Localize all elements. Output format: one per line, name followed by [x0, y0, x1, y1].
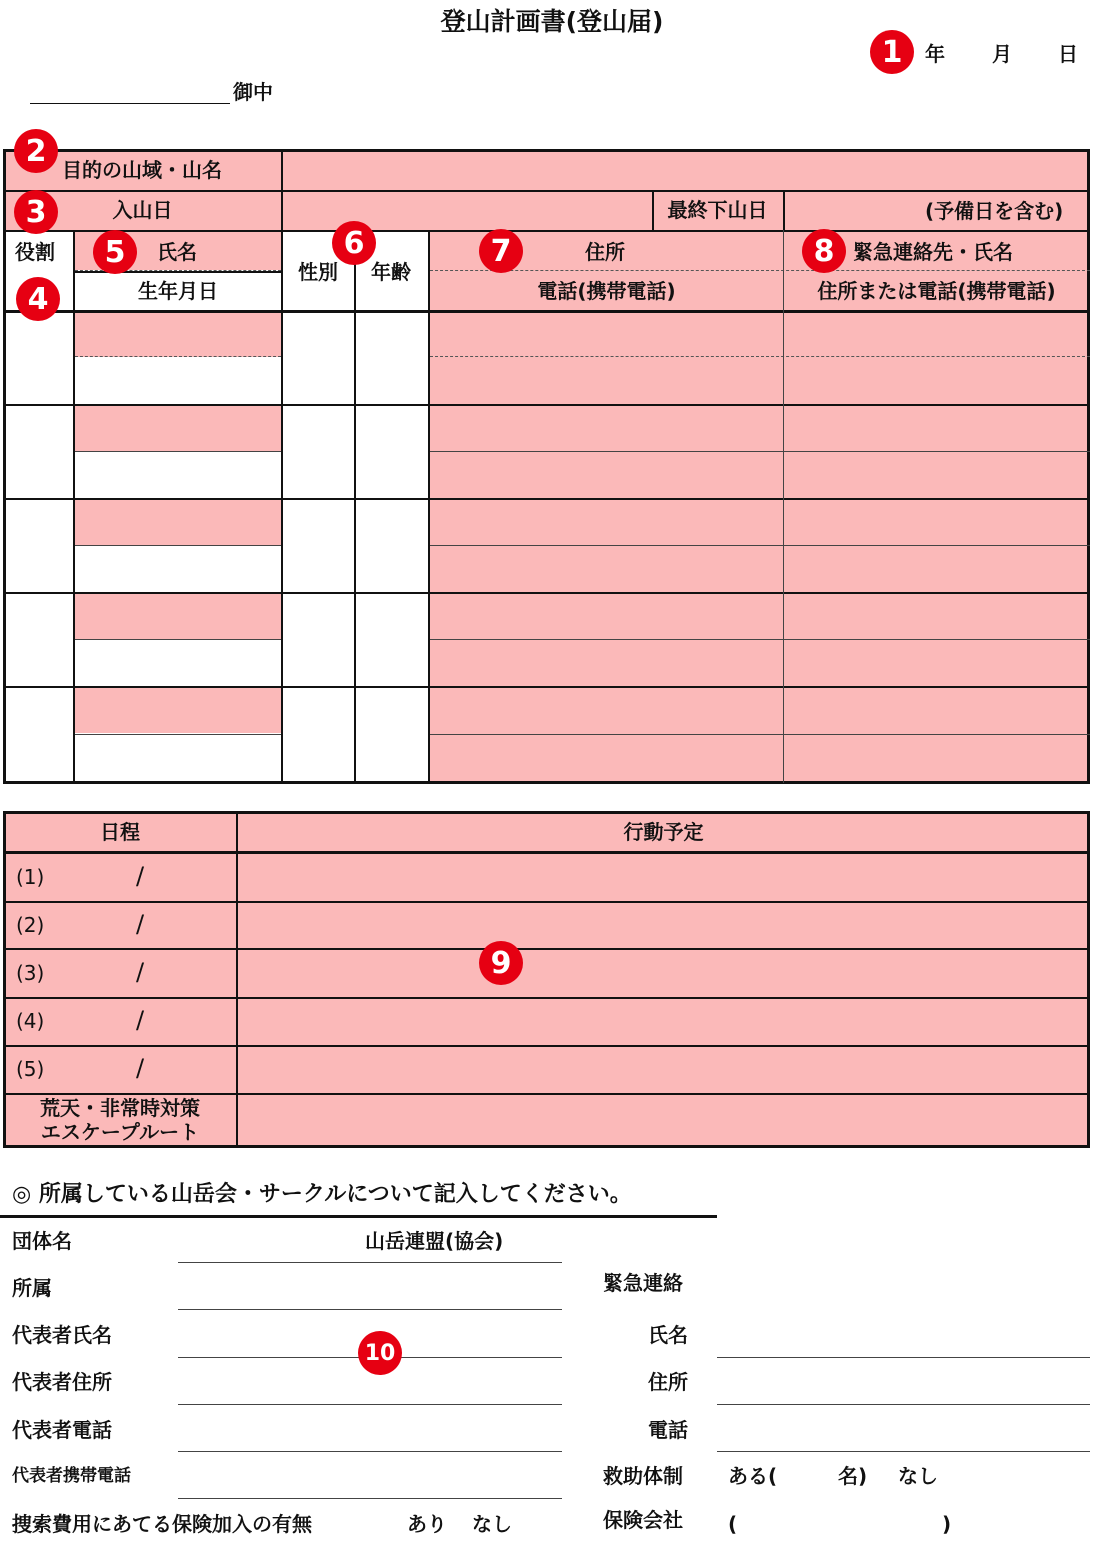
- reserve-note: (予備日を含む): [925, 199, 1064, 223]
- affiliation-field[interactable]: [178, 1309, 562, 1310]
- phone-label: 電話(携帯電話): [537, 279, 676, 303]
- schedule-row-sep: /: [136, 958, 145, 986]
- emergency-contact-label: 住所または電話(携帯電話): [817, 279, 1056, 303]
- escape-label-line2: エスケープルート: [40, 1120, 200, 1144]
- date-day-label: 日: [1058, 42, 1078, 66]
- schedule-row-num: (4): [16, 1009, 45, 1033]
- schedule-row-sep: /: [136, 910, 145, 938]
- sex-label: 性別: [298, 260, 338, 284]
- club-heading: ◎ 所属している山岳会・サークルについて記入してください。: [12, 1182, 632, 1207]
- role-label: 役割: [15, 240, 55, 264]
- badge-2: 2: [14, 129, 58, 173]
- name-label: 氏名: [157, 240, 197, 264]
- page-title: 登山計画書(登山届): [440, 6, 664, 36]
- emergency-label: 緊急連絡: [603, 1271, 683, 1295]
- insurance-question: 捜索費用にあてる保険加入の有無: [12, 1512, 312, 1536]
- group-name-label: 団体名: [12, 1229, 72, 1253]
- schedule-date-header: 日程: [100, 819, 140, 844]
- insurer-label: 保険会社: [603, 1508, 683, 1532]
- rep-address-label: 代表者住所: [12, 1370, 112, 1394]
- age-label: 年齢: [371, 260, 411, 284]
- badge-10: 10: [358, 1331, 402, 1375]
- schedule-row-num: (1): [16, 865, 45, 889]
- entry-date-label: 入山日: [112, 198, 173, 222]
- badge-5: 5: [93, 230, 137, 274]
- addressee-suffix: 御中: [233, 80, 273, 104]
- insurer-close: ): [942, 1512, 952, 1536]
- schedule-row-sep: /: [136, 1006, 145, 1034]
- emergency-phone-label: 電話: [648, 1418, 688, 1442]
- emergency-name-label: 氏名: [648, 1323, 688, 1347]
- emergency-address-field[interactable]: [717, 1404, 1090, 1405]
- escape-label-line1: 荒天・非常時対策: [40, 1096, 200, 1120]
- rescue-label: 救助体制: [603, 1464, 683, 1488]
- emergency-name-field[interactable]: [717, 1357, 1090, 1358]
- address-label: 住所: [585, 240, 625, 264]
- rescue-no[interactable]: なし: [898, 1464, 938, 1488]
- emergency-phone-field[interactable]: [717, 1451, 1090, 1452]
- schedule-row-num: (3): [16, 961, 45, 985]
- schedule-row-sep: /: [136, 862, 145, 890]
- date-month-label: 月: [992, 42, 1012, 66]
- schedule-plan-header: 行動予定: [623, 819, 704, 844]
- badge-6: 6: [332, 221, 376, 265]
- rep-mobile-field[interactable]: [178, 1498, 562, 1499]
- birthdate-label: 生年月日: [138, 279, 218, 303]
- rep-mobile-label: 代表者携帯電話: [12, 1466, 131, 1486]
- rescue-yes[interactable]: ある(: [728, 1464, 778, 1488]
- rep-phone-field[interactable]: [178, 1451, 562, 1452]
- rep-name-label: 代表者氏名: [12, 1323, 112, 1347]
- insurer-open: (: [728, 1512, 738, 1536]
- rep-phone-label: 代表者電話: [12, 1418, 112, 1442]
- emergency-name-label: 緊急連絡先・氏名: [853, 240, 1013, 264]
- badge-3: 3: [14, 190, 58, 234]
- rep-address-field[interactable]: [178, 1404, 562, 1405]
- badge-8: 8: [802, 229, 846, 273]
- rescue-count-suffix: 名): [838, 1464, 868, 1488]
- federation-label: 山岳連盟(協会): [365, 1229, 504, 1253]
- badge-7: 7: [479, 229, 523, 273]
- addressee-field[interactable]: [30, 80, 230, 104]
- date-year-label: 年: [925, 42, 945, 66]
- schedule-row-num: (2): [16, 913, 45, 937]
- insurance-yes[interactable]: あり: [407, 1512, 447, 1536]
- final-descent-label: 最終下山日: [667, 198, 768, 222]
- badge-4: 4: [16, 277, 60, 321]
- affiliation-label: 所属: [12, 1276, 52, 1300]
- badge-9: 9: [479, 941, 523, 985]
- schedule-row-num: (5): [16, 1057, 45, 1081]
- schedule-row-sep: /: [136, 1054, 145, 1082]
- badge-1: 1: [870, 30, 914, 74]
- group-name-field[interactable]: [178, 1262, 562, 1263]
- purpose-label: 目的の山域・山名: [62, 158, 222, 182]
- emergency-address-label: 住所: [648, 1370, 688, 1394]
- insurance-no[interactable]: なし: [472, 1512, 512, 1536]
